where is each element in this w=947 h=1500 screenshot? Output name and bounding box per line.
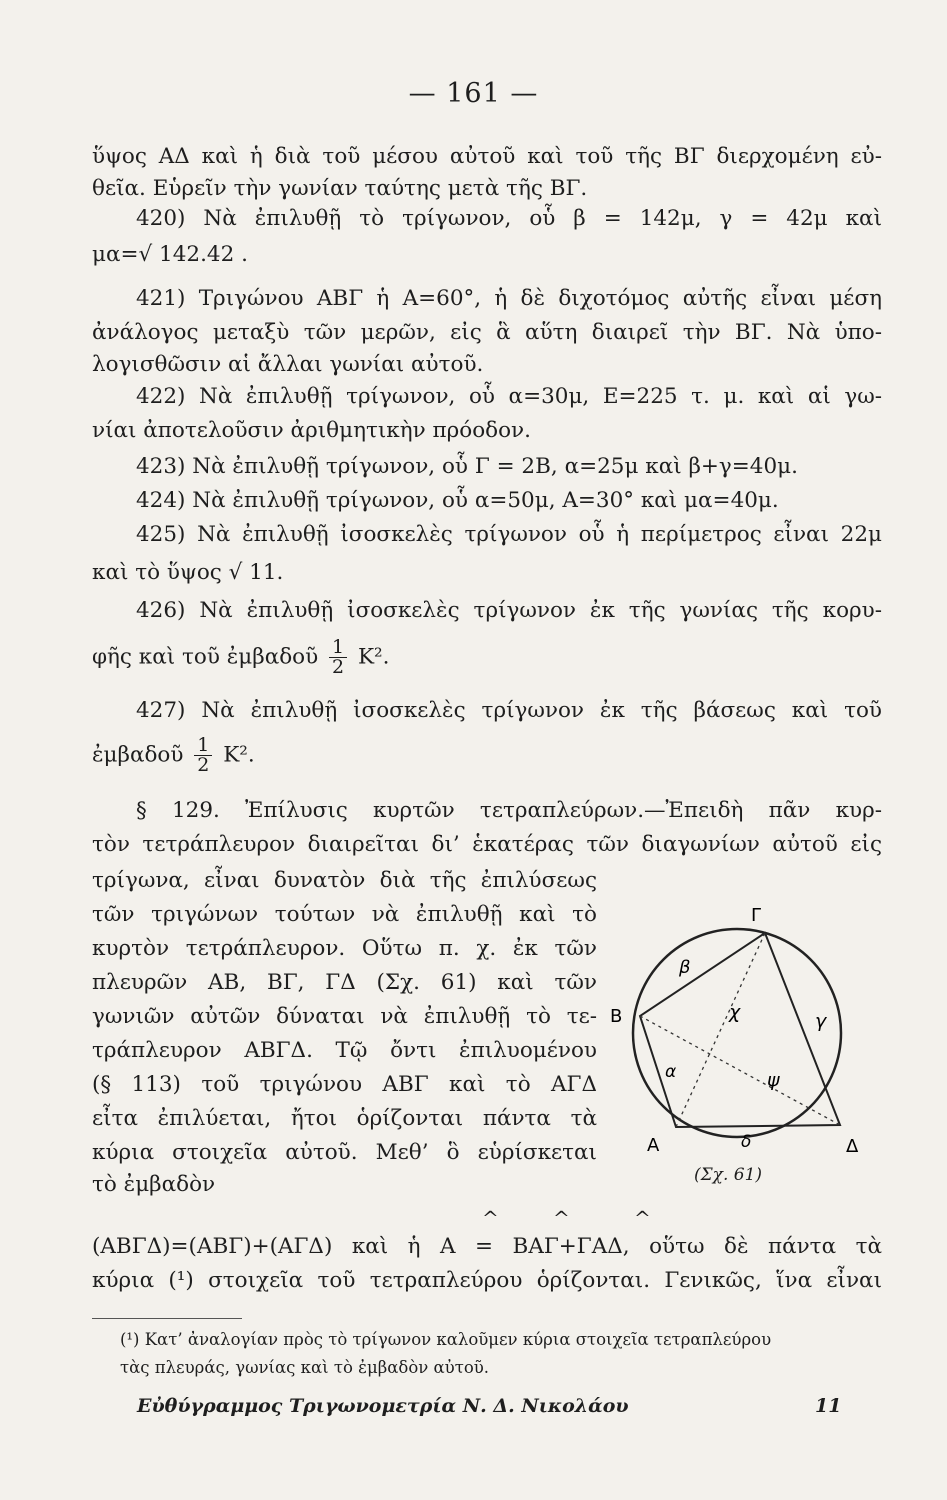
- fraction-numerator: 1: [329, 638, 347, 658]
- text-line: ἀνάλογος μεταξὺ τῶν μερῶν, εἰς ἃ αὕτη διαιρεῖ τὴν ΒΓ. Νὰ ὑπο-: [92, 320, 882, 345]
- fraction: [194, 736, 212, 775]
- signature-number: 11: [815, 1395, 842, 1417]
- text-line: τὸ ἐμβαδὸν: [92, 1172, 216, 1197]
- footnote-line: τὰς πλευράς, γωνίας καὶ τὸ ἐμβαδὸν αὐτοῦ.: [120, 1358, 490, 1377]
- figure-61: [605, 905, 885, 1165]
- exercise-420: 420) Νὰ ἐπιλυθῇ τὸ τρίγωνον, οὗ β = 142μ, γ = 42μ καὶ: [136, 206, 882, 231]
- exercise-423: 423) Νὰ ἐπιλυθῇ τρίγωνον, οὗ Γ = 2Β, α=25μ καὶ β+γ=40μ.: [136, 454, 798, 479]
- angle-hat-mark: ^: [482, 1206, 499, 1230]
- section-129-heading: § 129. Ἐπίλυσις κυρτῶν τετραπλεύρων.—Ἐπειδὴ πᾶν κυρ-: [136, 798, 882, 823]
- formula-line: (ΑΒΓΔ)=(ΑΒΓ)+(ΑΓΔ) καὶ ἡ Α = ΒΑΓ+ΓΑΔ, οὕτω δὲ πάντα τὰ: [92, 1234, 882, 1259]
- text-line: εἶτα ἐπιλύεται, ἤτοι ὁρίζονται πάντα τὰ: [92, 1106, 597, 1131]
- text-fragment: Κ².: [357, 644, 390, 670]
- text-line: κυρτὸν τετράπλευρον. Οὕτω π. χ. ἐκ τῶν: [92, 936, 597, 961]
- text-fragment: Κ².: [223, 742, 255, 768]
- figure-caption: (Σχ. 61): [694, 1165, 763, 1185]
- fraction-numerator: 1: [194, 736, 212, 756]
- text-line: ὕψος ΑΔ καὶ ἡ διὰ τοῦ μέσου αὐτοῦ καὶ τοῦ τῆς ΒΓ διερχομένη εὐ-: [92, 144, 882, 169]
- exercise-421: 421) Τριγώνου ΑΒΓ ἡ Α=60°, ἡ δὲ διχοτόμος αὐτῆς εἶναι μέση: [136, 286, 882, 311]
- vertex-label-G: Γ: [751, 905, 762, 926]
- text-line: θεῖα. Εὑρεῖν τὴν γωνίαν ταύτης μετὰ τῆς ΒΓ.: [92, 176, 588, 201]
- quadrilateral: [640, 933, 840, 1127]
- fraction: [329, 638, 347, 677]
- text-line: νίαι ἀποτελοῦσιν ἀριθμητικὴν πρόοδον.: [92, 418, 531, 443]
- circumcircle: [633, 929, 841, 1137]
- exercise-427: 427) Νὰ ἐπιλυθῇ ἰσοσκελὲς τρίγωνον ἐκ τῆς βάσεως καὶ τοῦ: [136, 698, 882, 723]
- side-label-beta: β: [679, 957, 691, 978]
- vertex-label-D: Δ: [846, 1136, 859, 1157]
- text-line: καὶ τὸ ὕψος √ 11.: [92, 560, 284, 585]
- footnote-line: (¹) Κατ’ ἀναλογίαν πρὸς τὸ τρίγωνον καλοῦμεν κύρια στοιχεῖα τετραπλεύρου: [120, 1330, 772, 1349]
- text-line: τῶν τριγώνων τούτων νὰ ἐπιλυθῇ καὶ τὸ: [92, 902, 597, 927]
- angle-hat-mark: ^: [634, 1206, 651, 1230]
- diagonal-label-psi: ψ: [767, 1069, 780, 1091]
- text-line: πλευρῶν ΑΒ, ΒΓ, ΓΔ (Σχ. 61) καὶ τῶν: [92, 970, 597, 995]
- page-number: — 161 —: [408, 78, 539, 109]
- exercise-424: 424) Νὰ ἐπιλυθῇ τρίγωνον, οὗ α=50μ, Α=30° καὶ μα=40μ.: [136, 488, 779, 513]
- text-fragment: φῆς καὶ τοῦ ἐμβαδοῦ: [92, 644, 319, 670]
- angle-hat-mark: ^: [553, 1206, 570, 1230]
- exercise-422: 422) Νὰ ἐπιλυθῇ τρίγωνον, οὗ α=30μ, Ε=225 τ. μ. καὶ αἱ γω-: [136, 384, 882, 409]
- text-line: μα=√ 142.42 .: [92, 242, 248, 267]
- side-label-alpha: α: [665, 1062, 677, 1082]
- text-line: λογισθῶσιν αἱ ἄλλαι γωνίαι αὐτοῦ.: [92, 352, 484, 377]
- text-line: κύρια (¹) στοιχεῖα τοῦ τετραπλεύρου ὁρίζονται. Γενικῶς, ἵνα εἶναι: [92, 1268, 882, 1293]
- text-line: τὸν τετράπλευρον διαιρεῖται δι’ ἑκατέρας τῶν διαγωνίων αὐτοῦ εἰς: [92, 832, 882, 857]
- text-line: (§ 113) τοῦ τριγώνου ΑΒΓ καὶ τὸ ΑΓΔ: [92, 1072, 597, 1097]
- footer-title: Εὐθύγραμμος Τριγωνομετρία Ν. Δ. Νικολάου: [137, 1395, 629, 1417]
- text-line: τρίγωνα, εἶναι δυνατὸν διὰ τῆς ἐπιλύσεως: [92, 868, 597, 893]
- text-fragment: ἐμβαδοῦ: [92, 742, 184, 768]
- exercise-425: 425) Νὰ ἐπιλυθῇ ἰσοσκελὲς τρίγωνον οὗ ἡ περίμετρος εἶναι 22μ: [136, 522, 882, 547]
- text-line: γωνιῶν αὐτῶν δύναται νὰ ἐπιλυθῇ τὸ τε-: [92, 1004, 597, 1029]
- text-line: τράπλευρον ΑΒΓΔ. Τῷ ὄντι ἐπιλυομένου: [92, 1038, 597, 1063]
- diagonal-label-chi: χ: [729, 1001, 741, 1023]
- vertex-label-A: Α: [647, 1135, 660, 1156]
- fraction-denominator: 2: [332, 656, 345, 678]
- exercise-426: 426) Νὰ ἐπιλυθῇ ἰσοσκελὲς τρίγωνον ἐκ τῆς γωνίας τῆς κορυ-: [136, 598, 882, 623]
- text-line: [92, 736, 882, 775]
- text-line: [92, 638, 882, 677]
- vertex-label-B: Β: [610, 1006, 623, 1027]
- text-line: κύρια στοιχεῖα αὐτοῦ. Μεθ’ ὃ εὑρίσκεται: [92, 1140, 597, 1165]
- fraction-denominator: 2: [197, 754, 210, 776]
- side-label-delta: δ: [741, 1132, 752, 1152]
- side-label-gamma: γ: [815, 1010, 827, 1032]
- footnote-rule: [92, 1318, 242, 1319]
